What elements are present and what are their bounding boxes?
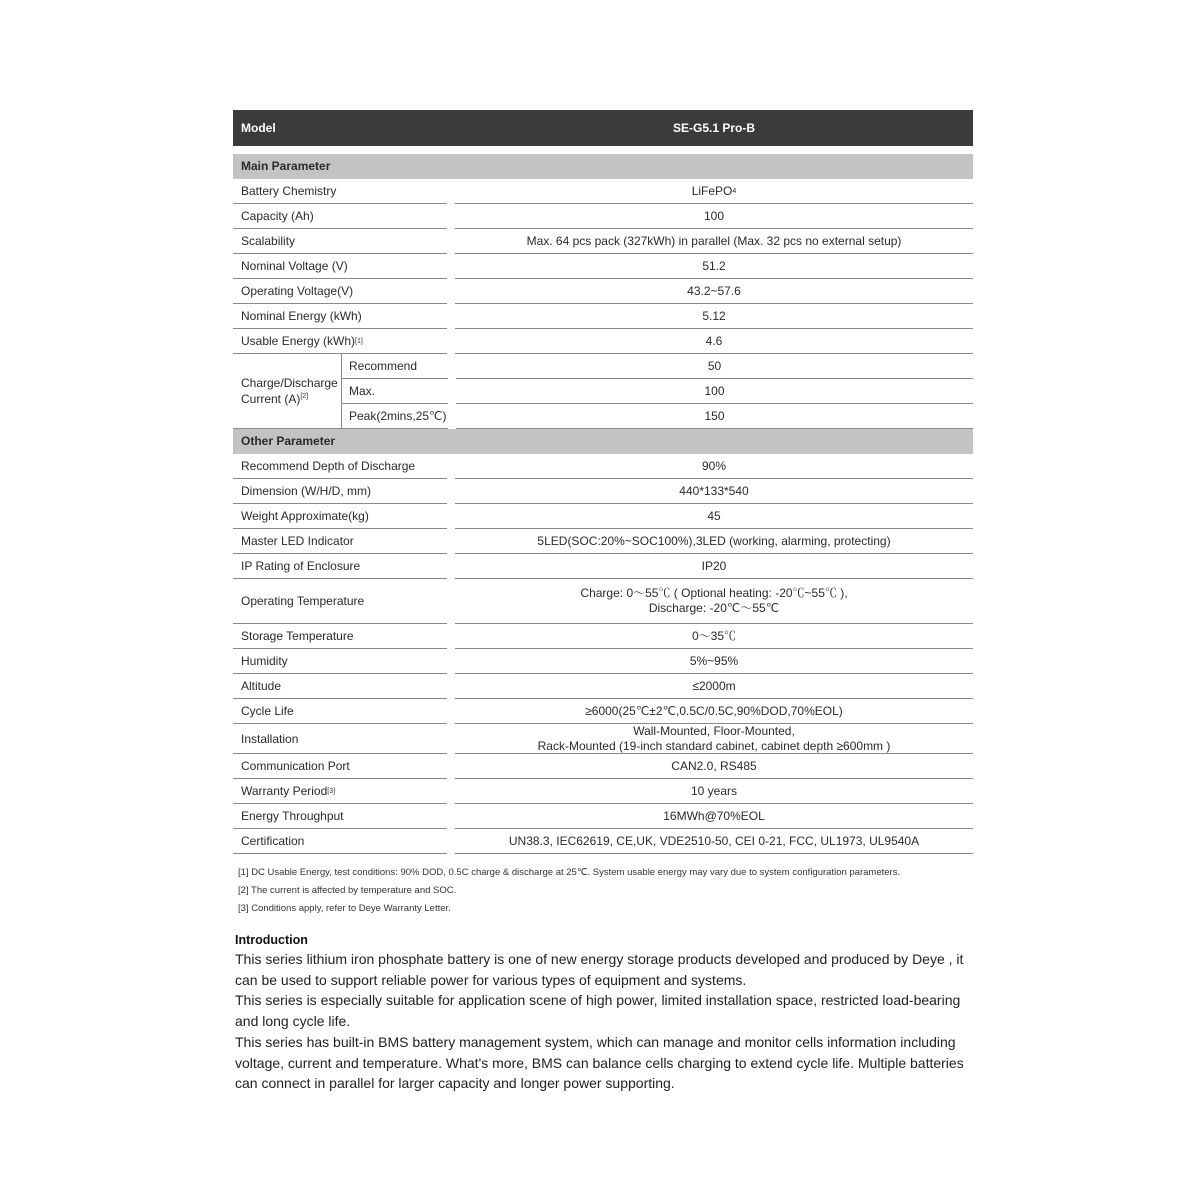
footnote-ref: [2]: [300, 393, 309, 400]
model-header: [233, 110, 973, 146]
introduction: [235, 932, 965, 1094]
spec-value: 45: [455, 504, 973, 529]
spec-row-warranty-period: [233, 779, 973, 804]
spec-label: Altitude: [233, 674, 447, 699]
spec-value: 5%~95%: [455, 649, 973, 674]
spec-label: Operating Voltage(V): [233, 279, 447, 304]
spec-label: Capacity (Ah): [233, 204, 447, 229]
sub-label: Recommend: [342, 354, 448, 379]
spec-row-capacity: [233, 204, 973, 229]
spec-row-installation: [233, 724, 973, 754]
spec-row-charge-discharge-current: [233, 354, 973, 429]
spec-value: 43.2~57.6: [455, 279, 973, 304]
spec-row-scalability: [233, 229, 973, 254]
intro-paragraph: This series has built-in BMS battery management system, which can manage and monitor cells information including voltage, current and temperature. What's more, BMS can balance cells charging to extend cycle life. Multiple batteries can connect in parallel for larger capacity and longer power supporting.: [235, 1033, 964, 1092]
spec-row-cycle-life: [233, 699, 973, 724]
spec-row-depth-of-discharge: [233, 454, 973, 479]
spec-value: IP20: [455, 554, 973, 579]
spec-label: Installation: [233, 724, 447, 754]
spec-row-nominal-voltage: [233, 254, 973, 279]
spec-value: LiFePO 4: [455, 179, 973, 204]
spec-value: 0～35℃: [455, 624, 973, 649]
spec-value: 90%: [455, 454, 973, 479]
footnote-ref: [1]: [355, 337, 363, 345]
footnotes: [233, 864, 973, 918]
spec-label: Nominal Voltage (V): [233, 254, 447, 279]
spec-label: Certification: [233, 829, 447, 854]
sub-label: Peak(2mins,25℃): [342, 404, 448, 429]
spec-value: 10 years: [455, 779, 973, 804]
spec-row-weight: [233, 504, 973, 529]
sub-labels: [341, 354, 448, 429]
spec-row-operating-temperature: [233, 579, 973, 624]
sub-label: Max.: [342, 379, 448, 404]
footnote: [3] Conditions apply, refer to Deye Warranty Letter.: [238, 903, 451, 914]
main-parameter-section: Main Parameter: [233, 154, 973, 179]
spec-label: Humidity: [233, 649, 447, 674]
footnote: [2] The current is affected by temperature and SOC.: [238, 885, 457, 896]
spec-label: Scalability: [233, 229, 447, 254]
introduction-text: [235, 949, 965, 1094]
spec-row-nominal-energy: [233, 304, 973, 329]
spec-value: 440*133*540: [455, 479, 973, 504]
spec-row-humidity: [233, 649, 973, 674]
spec-row-led-indicator: [233, 529, 973, 554]
spec-label: Communication Port: [233, 754, 447, 779]
spec-label: Operating Temperature: [233, 579, 447, 624]
spec-label: Charge/Discharge Current (A)[2]: [233, 354, 341, 429]
spec-value: Wall-Mounted, Floor-Mounted, Rack-Mounted (19-inch standard cabinet, cabinet depth ≥600mm ): [455, 724, 973, 754]
spec-value: UN38.3, IEC62619, CE,UK, VDE2510-50, CEI 0-21, FCC, UL1973, UL9540A: [455, 829, 973, 854]
spec-row-communication-port: [233, 754, 973, 779]
spec-value: 5.12: [455, 304, 973, 329]
spec-label: Battery Chemistry: [233, 179, 447, 204]
footnote: [1] DC Usable Energy, test conditions: 90% DOD, 0.5C charge & discharge at 25℃. System usable energy may vary due to system configuration parameters.: [238, 867, 901, 878]
spec-row-dimension: [233, 479, 973, 504]
model-label: Model: [241, 121, 276, 135]
spec-value: 150: [456, 404, 973, 429]
spec-value: 51.2: [455, 254, 973, 279]
spec-row-operating-voltage: [233, 279, 973, 304]
spec-label: Warranty Period [3]: [233, 779, 447, 804]
spec-label: Nominal Energy (kWh): [233, 304, 447, 329]
spec-row-ip-rating: [233, 554, 973, 579]
spec-label: Recommend Depth of Discharge: [233, 454, 447, 479]
spec-value: CAN2.0, RS485: [455, 754, 973, 779]
spec-value: 5LED(SOC:20%~SOC100%),3LED (working, alarming, protecting): [455, 529, 973, 554]
spec-value: 100: [456, 379, 973, 404]
spec-value: ≤2000m: [455, 674, 973, 699]
spec-row-altitude: [233, 674, 973, 699]
spec-label: Cycle Life: [233, 699, 447, 724]
spec-value: Max. 64 pcs pack (327kWh) in parallel (Max. 32 pcs no external setup): [455, 229, 973, 254]
spec-value: ≥6000(25℃±2℃,0.5C/0.5C,90%DOD,70%EOL): [455, 699, 973, 724]
spec-row-usable-energy: [233, 329, 973, 354]
spec-label: Dimension (W/H/D, mm): [233, 479, 447, 504]
other-parameter-section: Other Parameter: [233, 429, 973, 454]
spec-value: 100: [455, 204, 973, 229]
spec-label: Energy Throughput: [233, 804, 447, 829]
spec-label: IP Rating of Enclosure: [233, 554, 447, 579]
spec-row-storage-temperature: [233, 624, 973, 649]
spec-value: 4.6: [455, 329, 973, 354]
spec-sheet: [233, 110, 973, 918]
spec-value: 50: [456, 354, 973, 379]
spec-label: Usable Energy (kWh) [1]: [233, 329, 447, 354]
intro-paragraph: This series lithium iron phosphate battery is one of new energy storage products developed and produced by Deye , it can be used to support reliable power for various types of equipment and systems.: [235, 951, 964, 988]
introduction-title: Introduction: [235, 933, 308, 947]
spec-row-energy-throughput: [233, 804, 973, 829]
spec-row-battery-chemistry: [233, 179, 973, 204]
spec-row-certification: [233, 829, 973, 854]
spec-value: Charge: 0～55℃ ( Optional heating: -20℃~55℃ ), Discharge: -20℃～55℃: [455, 579, 973, 624]
intro-paragraph: This series is especially suitable for application scene of high power, limited installation space, restricted load-bearing and long cycle life.: [235, 992, 961, 1030]
spec-label: Weight Approximate(kg): [233, 504, 447, 529]
spec-label: Master LED Indicator: [233, 529, 447, 554]
spec-label: Storage Temperature: [233, 624, 447, 649]
model-name: SE-G5.1 Pro-B: [672, 121, 756, 135]
sub-values: [456, 354, 973, 429]
footnote-ref: [3]: [327, 787, 336, 795]
spec-value: 16MWh@70%EOL: [455, 804, 973, 829]
